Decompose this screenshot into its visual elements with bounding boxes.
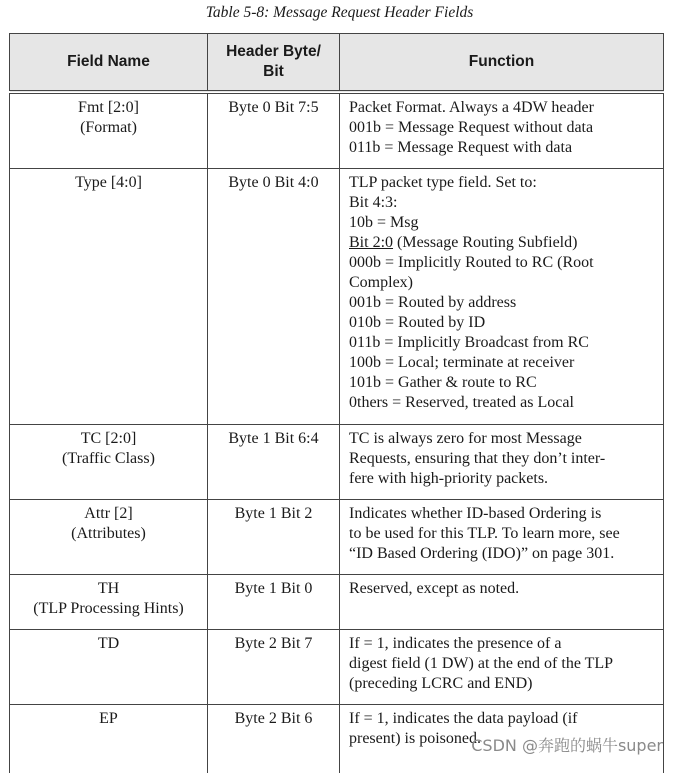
col-header-byte-bit bbox=[208, 34, 340, 93]
cell-field-name bbox=[10, 169, 208, 425]
function-line: to be used for this TLP. To learn more, see bbox=[349, 524, 657, 544]
function-line: Bit 4:3: bbox=[349, 193, 657, 213]
cell-field-name bbox=[10, 630, 208, 705]
table-row-attr bbox=[10, 500, 664, 575]
field-name-line: (Format) bbox=[10, 118, 207, 138]
field-name-line: Fmt [2:0] bbox=[10, 98, 207, 118]
field-name-line: (TLP Processing Hints) bbox=[10, 599, 207, 619]
table-row-td bbox=[10, 630, 664, 705]
function-line: Packet Format. Always a 4DW header bbox=[349, 98, 657, 118]
field-name-line: TD bbox=[10, 634, 207, 654]
cell-header-byte: Byte 1 Bit 2 bbox=[208, 500, 340, 575]
cell-header-byte: Byte 2 Bit 6 bbox=[208, 705, 340, 773]
cell-function bbox=[340, 425, 664, 500]
function-line: 0thers = Reserved, treated as Local bbox=[349, 393, 657, 413]
cell-function bbox=[340, 92, 664, 169]
col-header-byte-line2: Bit bbox=[208, 62, 339, 82]
header-row bbox=[10, 34, 664, 93]
cell-field-name bbox=[10, 575, 208, 630]
function-line: 001b = Routed by address bbox=[349, 293, 657, 313]
field-name-line: TH bbox=[10, 579, 207, 599]
field-name-line: (Attributes) bbox=[10, 524, 207, 544]
field-name-line: EP bbox=[10, 709, 207, 729]
function-line: Indicates whether ID-based Ordering is bbox=[349, 504, 657, 524]
function-line: 001b = Message Request without data bbox=[349, 118, 657, 138]
cell-header-byte: Byte 2 Bit 7 bbox=[208, 630, 340, 705]
cell-function bbox=[340, 575, 664, 630]
function-line-routing-subfield bbox=[349, 233, 657, 253]
table-row-fmt bbox=[10, 92, 664, 169]
function-line: If = 1, indicates the presence of a bbox=[349, 634, 657, 654]
col-header-function: Function bbox=[340, 34, 664, 93]
cell-field-name bbox=[10, 425, 208, 500]
cell-function bbox=[340, 500, 664, 575]
underlined-bit-label: Bit 2:0 bbox=[349, 234, 393, 251]
function-line: 010b = Routed by ID bbox=[349, 313, 657, 333]
function-line: If = 1, indicates the data payload (if bbox=[349, 709, 657, 729]
cell-header-byte: Byte 0 Bit 7:5 bbox=[208, 92, 340, 169]
col-header-byte-line1: Header Byte/ bbox=[208, 42, 339, 62]
function-line: (preceding LCRC and END) bbox=[349, 674, 657, 694]
function-line: present) is poisoned. bbox=[349, 729, 657, 749]
function-line: Complex) bbox=[349, 273, 657, 293]
function-line: “ID Based Ordering (IDO)” on page 301. bbox=[349, 544, 657, 564]
function-line: digest field (1 DW) at the end of the TLP bbox=[349, 654, 657, 674]
table-row-th bbox=[10, 575, 664, 630]
table-caption: Table 5-8: Message Request Header Fields bbox=[0, 4, 679, 22]
cell-function bbox=[340, 630, 664, 705]
function-line: Reserved, except as noted. bbox=[349, 579, 657, 599]
function-line: TLP packet type field. Set to: bbox=[349, 173, 657, 193]
function-line: 011b = Implicitly Broadcast from RC bbox=[349, 333, 657, 353]
function-line: 000b = Implicitly Routed to RC (Root bbox=[349, 253, 657, 273]
cell-function bbox=[340, 169, 664, 425]
cell-field-name bbox=[10, 500, 208, 575]
cell-field-name bbox=[10, 92, 208, 169]
message-request-header-table bbox=[9, 33, 664, 773]
table-row-tc bbox=[10, 425, 664, 500]
function-line: TC is always zero for most Message bbox=[349, 429, 657, 449]
function-line: fere with high-priority packets. bbox=[349, 469, 657, 489]
field-name-line: TC [2:0] bbox=[10, 429, 207, 449]
csdn-watermark: CSDN @奔跑的蜗牛super bbox=[471, 733, 663, 756]
cell-header-byte: Byte 1 Bit 0 bbox=[208, 575, 340, 630]
function-line: Requests, ensuring that they don’t inter- bbox=[349, 449, 657, 469]
field-name-line: Type [4:0] bbox=[10, 173, 207, 193]
field-name-line: Attr [2] bbox=[10, 504, 207, 524]
table-row-type bbox=[10, 169, 664, 425]
function-line: 011b = Message Request with data bbox=[349, 138, 657, 158]
cell-header-byte: Byte 0 Bit 4:0 bbox=[208, 169, 340, 425]
cell-header-byte: Byte 1 Bit 6:4 bbox=[208, 425, 340, 500]
function-line: 10b = Msg bbox=[349, 213, 657, 233]
field-name-line: (Traffic Class) bbox=[10, 449, 207, 469]
cell-field-name bbox=[10, 705, 208, 773]
function-line: 100b = Local; terminate at receiver bbox=[349, 353, 657, 373]
function-line: 101b = Gather & route to RC bbox=[349, 373, 657, 393]
routing-subfield-text: (Message Routing Subfield) bbox=[393, 234, 577, 251]
col-header-field-name: Field Name bbox=[10, 34, 208, 93]
